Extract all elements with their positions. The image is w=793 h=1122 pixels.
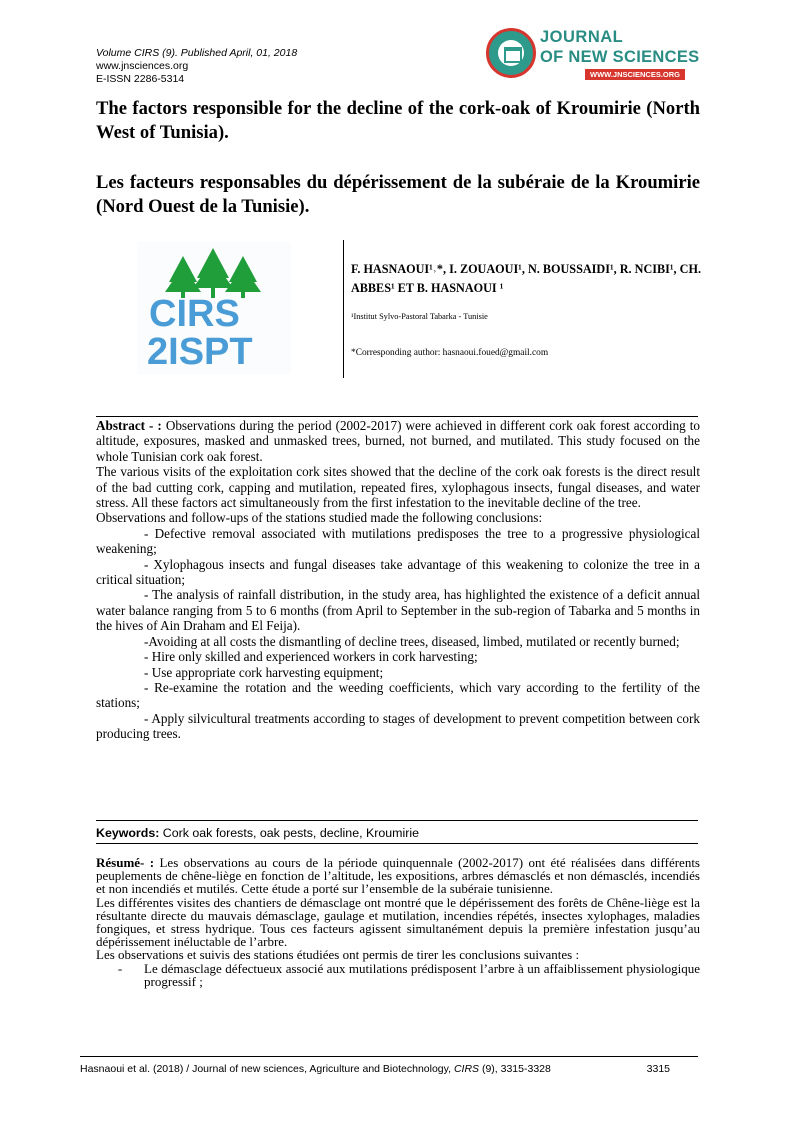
abstract-item: - The analysis of rainfall distribution, in the study area, has highlighted the existence of a deficit annual water balance ranging from 5 to 6 months (from April to September in the sub-region of Tabarka and 5 months in the hives of Ain Draham and El Feija). bbox=[96, 587, 700, 634]
bullet-dash: - bbox=[117, 960, 123, 976]
abstract-item: - Apply silvicultural treatments according to stages of development to prevent competition between cork producing trees. bbox=[96, 710, 700, 742]
abstract-item: -Avoiding at all costs the dismantling of decline trees, diseased, limbed, mutilated or recently burned; bbox=[144, 633, 680, 649]
resume-bullet bbox=[96, 962, 700, 988]
abstract-item: - Use appropriate cork harvesting equipment; bbox=[144, 664, 384, 680]
journal-logo bbox=[486, 22, 704, 88]
journal-logo-line2: OF NEW SCIENCES bbox=[540, 48, 700, 66]
resume-label: Résumé- : bbox=[96, 855, 155, 870]
volume-line: Volume CIRS (9). Published April, 01, 2018 bbox=[96, 47, 298, 59]
page-number: 3315 bbox=[646, 1063, 670, 1075]
resume-section bbox=[96, 856, 700, 988]
cirs-isp-logo bbox=[137, 242, 291, 374]
abstract-item: - Hire only skilled and experienced workers in cork harvesting; bbox=[144, 649, 478, 665]
corresponding-author: *Corresponding author: hasnaoui.foued@gmail.com bbox=[351, 348, 549, 358]
abstract-item: - Defective removal associated with mutilations predisposes the tree to a progressive physiological weakening; bbox=[96, 525, 700, 557]
affiliation: ¹Institut Sylvo-Pastoral Tabarka - Tunisie bbox=[351, 312, 488, 321]
abstract-p2: The various visits of the exploitation cork sites showed that the decline of the cork oak forests is the direct result of the bad cutting cork, capping and mutilation, repeated fires, xylophagous insects, fungal diseases, and water stress. All these factors act simultaneously from the first infestation to the inevitable decline of the tree. bbox=[96, 464, 700, 511]
abstract-section bbox=[96, 418, 700, 742]
journal-header-info bbox=[96, 47, 297, 86]
resume-bullet-text: Le démasclage défectueux associé aux mutilations prédisposent l’arbre à un affaiblissement physiologique progressif ; bbox=[144, 960, 700, 989]
abstract-item: - Re-examine the rotation and the weeding coefficients, which vary according to the fertility of the stations; bbox=[96, 679, 700, 711]
journal-emblem-icon bbox=[486, 28, 536, 78]
keywords-bottom-rule bbox=[96, 843, 698, 844]
abstract-label: Abstract - : bbox=[96, 418, 162, 433]
resume-p1: Les observations au cours de la période quinquennale (2002-2017) ont été réalisées dans différents peuplements de chêne-liège en fonction de l’altitude, les expositions, arbres démasclés et non démasclés, incendiés et non incendiés et mutilés. Cette étude a porté sur l’ensemble de la subéraie tunisienne. bbox=[96, 855, 700, 897]
footer-rule bbox=[80, 1056, 698, 1057]
eissn-line: E-ISSN 2286-5314 bbox=[96, 73, 185, 85]
keywords-label: Keywords: bbox=[96, 826, 160, 840]
resume-p3: Les observations et suivis des stations étudiées ont permis de tirer les conclusions suivantes : bbox=[96, 947, 580, 963]
abstract-p1: Observations during the period (2002-2017) were achieved in different cork oak forest according to altitude, exposures, masked and unmasked trees, burned, not burned, and mutilated. This study focused on the whole Tunisian cork oak forest. bbox=[96, 418, 700, 464]
footer-citation-prefix: Hasnaoui et al. (2018) / Journal of new sciences, Agriculture and Biotechnology, bbox=[80, 1063, 454, 1075]
abstract-top-rule bbox=[96, 416, 698, 417]
keywords-text: Cork oak forests, oak pests, decline, Kroumirie bbox=[159, 826, 419, 840]
cirs-logo-line2: 2ISPT bbox=[147, 331, 253, 373]
author-divider bbox=[343, 240, 344, 378]
journal-logo-url: WWW.JNSCIENCES.ORG bbox=[585, 69, 685, 80]
authors: F. HASNAOUI¹˒*, I. ZOUAOUI¹, N. BOUSSAIDI¹, R. NCIBI¹, CH. ABBES¹ ET B. HASNAOUI ¹ bbox=[351, 262, 701, 295]
abstract-p3: Observations and follow-ups of the stations studied made the following conclusions: bbox=[96, 510, 543, 526]
website-line: www.jnsciences.org bbox=[96, 60, 189, 72]
resume-p2: Les différentes visites des chantiers de démasclage ont montré que le dépérissement des forêts de Chêne-liège est la résultante directe du mauvais démasclage, gaulage et mutilation, incendies répétés, insectes xylophages, maladies fongiques, et stress hydrique. Tous ces facteurs agissent simultanément depuis la première infestation jusqu’au dépérissement inéluctable de l’arbre. bbox=[96, 894, 700, 950]
abstract-item: - Xylophagous insects and fungal diseases take advantage of this weakening to colonize the tree in a critical situation; bbox=[96, 556, 700, 588]
keywords-top-rule bbox=[96, 820, 698, 821]
journal-logo-line1: JOURNAL bbox=[540, 28, 624, 46]
cirs-logo-graphic bbox=[137, 242, 291, 374]
title-english: The factors responsible for the decline of the cork-oak of Kroumirie (North West of Tunisia). bbox=[96, 98, 700, 143]
footer-citation-suffix: (9), 3315-3328 bbox=[479, 1063, 551, 1075]
footer bbox=[80, 1063, 678, 1075]
footer-citation-italic: CIRS bbox=[453, 1063, 480, 1075]
cirs-logo-line1: CIRS bbox=[149, 293, 240, 335]
trees-icon bbox=[165, 248, 261, 298]
keywords bbox=[96, 826, 419, 840]
title-french: Les facteurs responsables du dépérissement de la subéraie de la Kroumirie (Nord Ouest de la Tunisie). bbox=[96, 172, 700, 217]
